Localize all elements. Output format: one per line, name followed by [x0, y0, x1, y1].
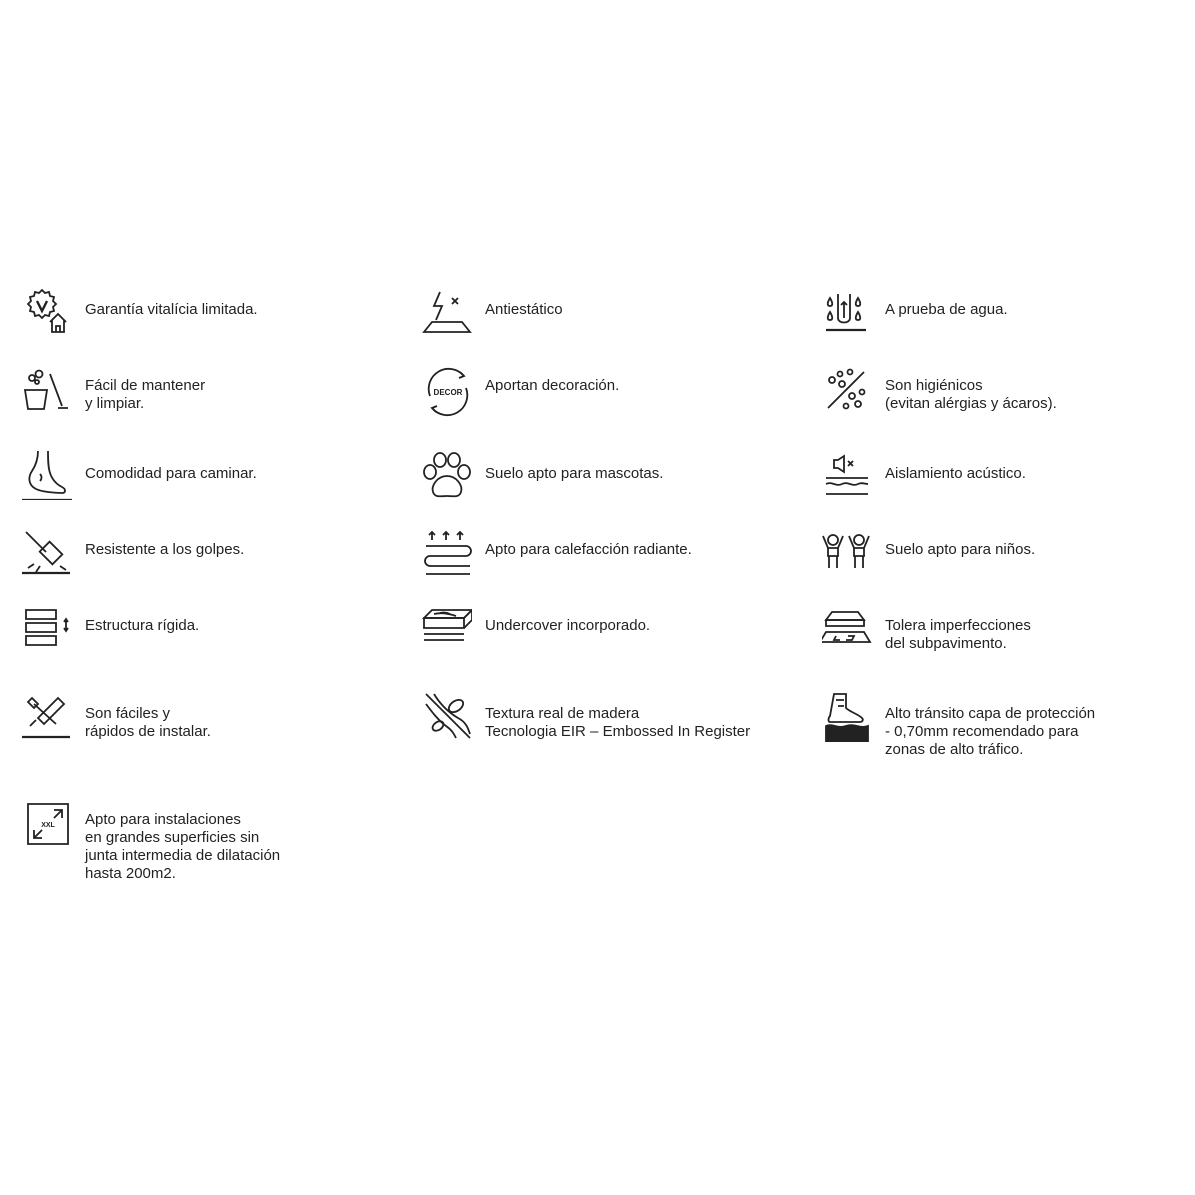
- feature-mantener-line-2: y limpiar.: [85, 395, 145, 412]
- tools-install-icon: [20, 690, 72, 742]
- bucket-mop-icon: [20, 364, 72, 416]
- feature-instalar-line-1: Son fáciles y: [85, 705, 171, 722]
- paw-print-icon: [420, 450, 472, 502]
- feature-transito-line-1: Alto tránsito capa de protección: [885, 705, 1096, 722]
- feature-xxl-line-2: en grandes superficies sin: [85, 829, 260, 846]
- feature-agua-line-1: A prueba de agua.: [885, 301, 1008, 318]
- feature-golpes-line-1: Resistente a los golpes.: [85, 541, 245, 558]
- xxl-surface-icon: [24, 800, 76, 852]
- shoe-traffic-icon: [820, 690, 872, 742]
- feature-calefaccion-line-1: Apto para calefacción radiante.: [485, 541, 692, 558]
- xxl-label: XXL: [41, 822, 55, 829]
- feature-subpavimento-line-1: Tolera imperfecciones: [885, 617, 1031, 634]
- feature-textura-line-2: Tecnologia EIR – Embossed In Register: [485, 723, 751, 740]
- feature-xxl-line-4: hasta 200m2.: [85, 865, 176, 882]
- sound-mute-layers-icon: [822, 452, 874, 504]
- feature-estructura-line-1: Estructura rígida.: [85, 617, 200, 634]
- feature-mascotas-line-1: Suelo apto para mascotas.: [485, 465, 664, 482]
- feature-ninos-line-1: Suelo apto para niños.: [885, 541, 1036, 558]
- feature-transito-line-3: zonas de alto tráfico.: [885, 741, 1024, 758]
- children-icon: [820, 528, 872, 580]
- wood-plank-underlay-icon: [420, 604, 472, 656]
- radiant-heating-icon: [422, 528, 474, 580]
- feature-mantener-line-1: Fácil de mantener: [85, 377, 206, 394]
- lifetime-warranty-house-icon: [20, 286, 72, 338]
- decor-circle-icon: [422, 366, 474, 418]
- feature-caminar-line-1: Comodidad para caminar.: [85, 465, 257, 482]
- feature-higienicos-line-1: Son higiénicos: [885, 377, 983, 394]
- feature-transito-line-2: - 0,70mm recomendado para: [885, 723, 1079, 740]
- rigid-layers-icon: [22, 604, 74, 656]
- decor-label: DECOR: [433, 388, 463, 397]
- hammer-impact-icon: [20, 526, 72, 578]
- feature-textura-line-1: Textura real de madera: [485, 705, 640, 722]
- feature-antiestatico-line-1: Antiestático: [485, 301, 563, 318]
- feature-xxl-line-1: Apto para instalaciones: [85, 811, 241, 828]
- feature-garantia-line-1: Garantía vitalícia limitada.: [85, 301, 258, 318]
- hygiene-percent-icon: [822, 366, 874, 418]
- subfloor-imperfections-icon: [822, 606, 874, 658]
- feature-xxl-line-3: junta intermedia de dilatación: [85, 847, 281, 864]
- feature-decoracion-line-1: Aportan decoración.: [485, 377, 620, 394]
- antistatic-bolt-icon: [422, 288, 474, 340]
- feature-acustico-line-1: Aislamiento acústico.: [885, 465, 1026, 482]
- foot-comfort-icon: [20, 448, 72, 500]
- feature-higienicos-line-2: (evitan alérgias y ácaros).: [885, 395, 1057, 412]
- wood-grain-texture-icon: [422, 690, 474, 742]
- water-drops-icon: [822, 288, 874, 340]
- feature-subpavimento-line-2: del subpavimento.: [885, 635, 1007, 652]
- feature-undercover-line-1: Undercover incorporado.: [485, 617, 651, 634]
- feature-instalar-line-2: rápidos de instalar.: [85, 723, 211, 740]
